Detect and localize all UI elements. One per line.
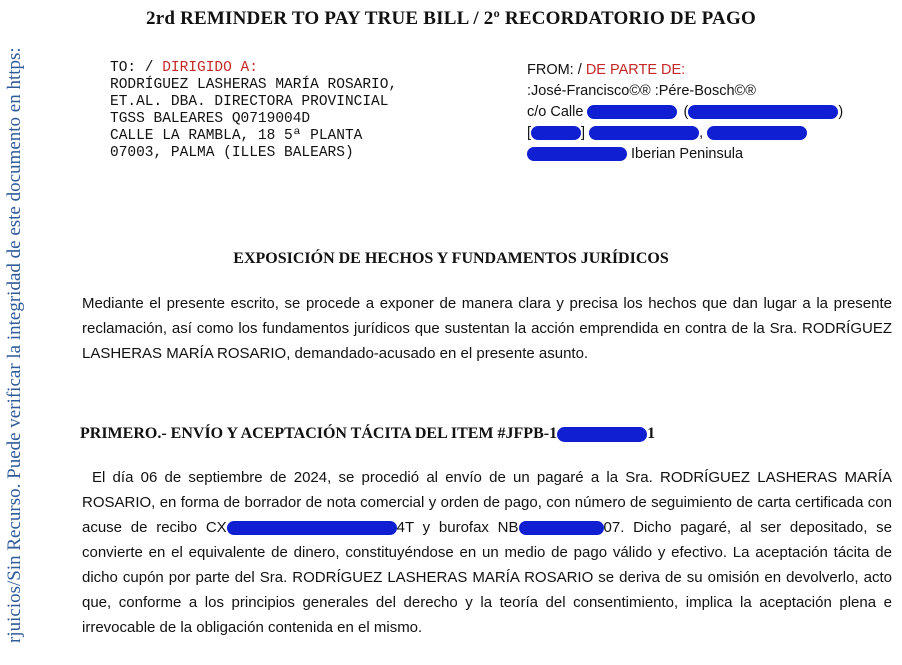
recipient-block (110, 60, 397, 162)
sender-city: [ ] , (527, 123, 843, 144)
first-paragraph: El día 06 de septiembre de 2024, se procedió al envío de un pagaré a la Sra. RODRÍGUEZ LASHERAS MARÍA ROSARIO, en forma de borrador de nota comercial y orden de pago, con número de seguimiento de carta certificada con acuse de recibo CX 4T y burofax NB 07. Dicho pagaré, al ser depositado, se convierte en el equivalente de dinero, constituyéndose en un medio de pago válido y efectivo. La aceptación tácita de dicho cupón por parte del Sra. RODRÍGUEZ LASHERAS MARÍA ROSARIO se deriva de su omisión en devolverlo, acto que, conforme a los principios generales del derecho y la teoría del consentimiento, implica la aceptación plena e irrevocable de la obligación contenida en el mismo. (82, 469, 893, 636)
redaction-mark (227, 521, 397, 535)
redaction-mark (527, 147, 627, 161)
recipient-label: TO: / DIRIGIDO A: (110, 60, 258, 76)
sender-name: :José-Francisco©® :Pére-Bosch©® (527, 83, 756, 99)
recipient-line: RODRÍGUEZ LASHERAS MARÍA ROSARIO, (110, 77, 398, 93)
redaction-mark (519, 521, 604, 535)
redaction-mark (707, 126, 807, 140)
section-heading: EXPOSICIÓN DE HECHOS Y FUNDAMENTOS JURÍDICOS (233, 250, 669, 267)
redaction-mark (589, 126, 699, 140)
redaction-mark (557, 427, 647, 442)
recipient-line: CALLE LA RAMBLA, 18 5ª PLANTA (110, 128, 363, 144)
side-verification-label: rjuicios/Sin Recurso. Puede verificar la integridad de este documento en https: (4, 47, 25, 643)
page-title: 2rd REMINDER TO PAY TRUE BILL / 2º RECORDATORIO DE PAGO (146, 8, 756, 29)
redaction-mark (531, 126, 581, 140)
recipient-line: ET.AL. DBA. DIRECTORA PROVINCIAL (110, 94, 389, 110)
recipient-line: 07003, PALMA (ILLES BALEARS) (110, 145, 354, 161)
redaction-mark (587, 105, 677, 119)
redaction-mark (688, 105, 838, 119)
first-heading: PRIMERO.- ENVÍO Y ACEPTACIÓN TÁCITA DEL ITEM #JFPB-1 1 (80, 425, 656, 442)
sender-label: FROM: / DE PARTE DE: (527, 62, 686, 78)
sender-block (527, 60, 843, 165)
side-verification-text (0, 0, 28, 665)
sender-street: c/o Calle ( ) (527, 104, 844, 120)
sender-region: Iberian Peninsula (527, 144, 843, 165)
intro-paragraph: Mediante el presente escrito, se procede a exponer de manera clara y precisa los hechos que dan lugar a la presente reclamación, así como los fundamentos jurídicos que sustentan la acción emprendida en contra de la Sra. RODRÍGUEZ LASHERAS MARÍA ROSARIO, demandado-acusado en el presente asunto. (82, 295, 892, 362)
recipient-line: TGSS BALEARES Q0719004D (110, 111, 311, 127)
